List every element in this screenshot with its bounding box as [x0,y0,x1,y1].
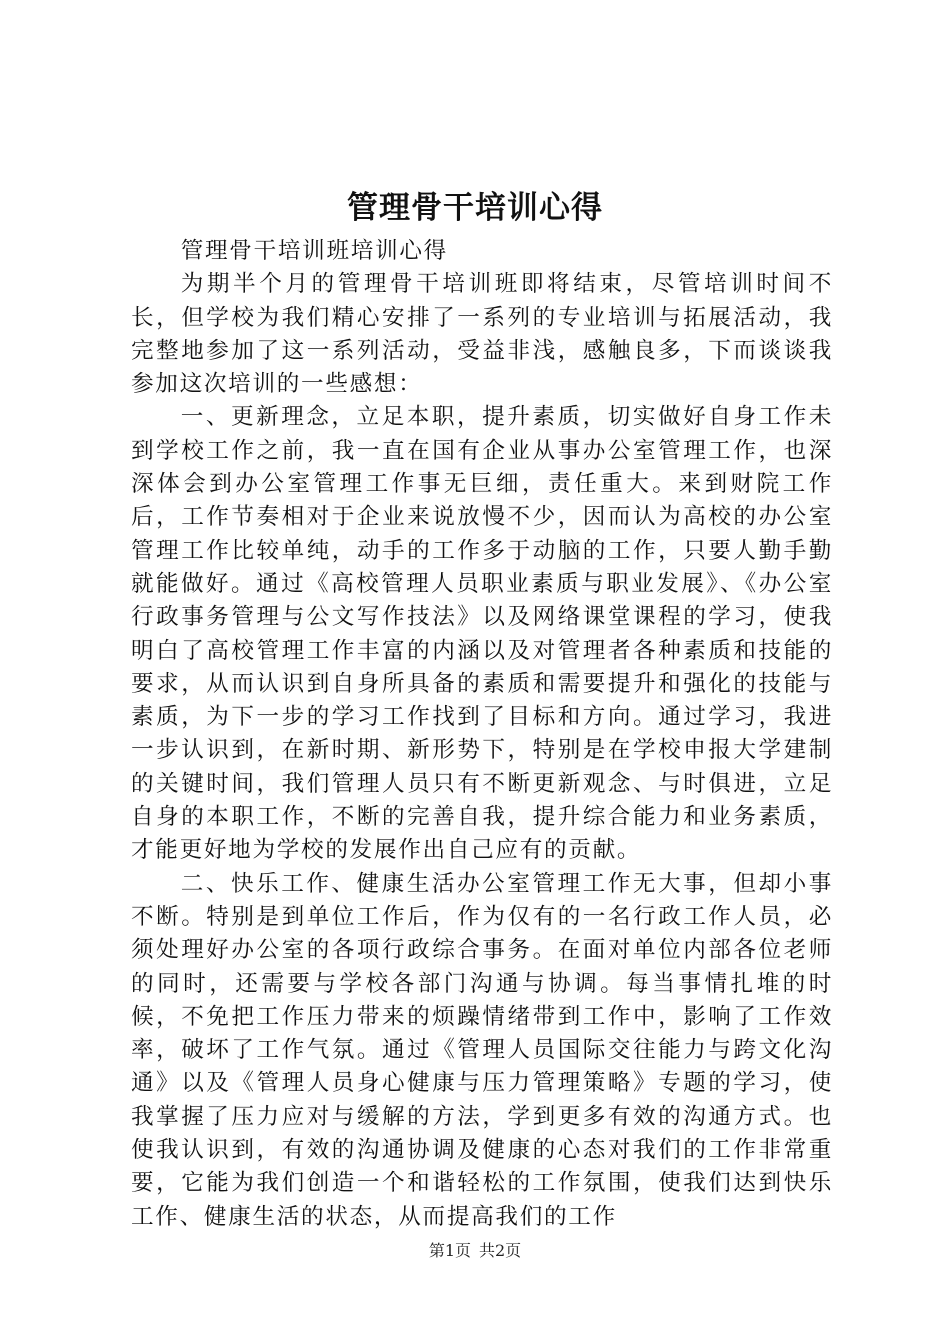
paragraph-section-two: 二、快乐工作、健康生活办公室管理工作无大事，但却小事不断。特别是到单位工作后，作为仅有的一名行政工作人员，必须处理好办公室的各项行政综合事务。在面对单位内部各位老师的同时，还需要与学校各部门沟通与协调。每当事情扎堆的时候，不免把工作压力带来的烦躁情绪带到工作中，影响了工作效率，破坏了工作气氛。通过《管理人员国际交往能力与跨文化沟通》以及《管理人员身心健康与压力管理策略》专题的学习，使我掌握了压力应对与缓解的方法，学到更多有效的沟通方式。也使我认识到，有效的沟通协调及健康的心态对我们的工作非常重要，它能为我们创造一个和谐轻松的工作氛围，使我们达到快乐工作、健康生活的状态，从而提高我们的工作 [131,870,833,1230]
paragraph-section-one: 一、更新理念，立足本职，提升素质，切实做好自身工作未到学校工作之前，我一直在国有企业从事办公室管理工作，也深深体会到办公室管理工作事无巨细，责任重大。来到财院工作后，工作节奏相对于企业来说放慢不少，因而认为高校的办公室管理工作比较单纯，动手的工作多于动脑的工作，只要人勤手勤就能做好。通过《高校管理人员职业素质与职业发展》、《办公室行政事务管理与公文写作技法》以及网络课堂课程的学习，使我明白了高校管理工作丰富的内涵以及对管理者各种素质和技能的要求，从而认识到自身所具备的素质和需要提升和强化的技能与素质，为下一步的学习工作找到了目标和方向。通过学习，我进一步认识到，在新时期、新形势下，特别是在学校申报大学建制的关键时间，我们管理人员只有不断更新观念、与时俱进，立足自身的本职工作，不断的完善自我，提升综合能力和业务素质，才能更好地为学校的发展作出自己应有的贡献。 [131,404,833,864]
document-body [131,235,833,1234]
page-total: 共2页 [479,1241,522,1260]
paragraph-subtitle: 管理骨干培训班培训心得 [180,238,448,264]
document-title: 管理骨干培训心得 [347,190,603,226]
page-number: 第1页 [428,1241,471,1260]
paragraph-intro: 为期半个月的管理骨干培训班即将结束，尽管培训时间不长，但学校为我们精心安排了一系列的专业培训与拓展活动，我完整地参加了这一系列活动，受益非浅，感触良多，下而谈谈我参加这次培训的一些感想： [131,271,833,398]
page-footer [0,1240,950,1262]
